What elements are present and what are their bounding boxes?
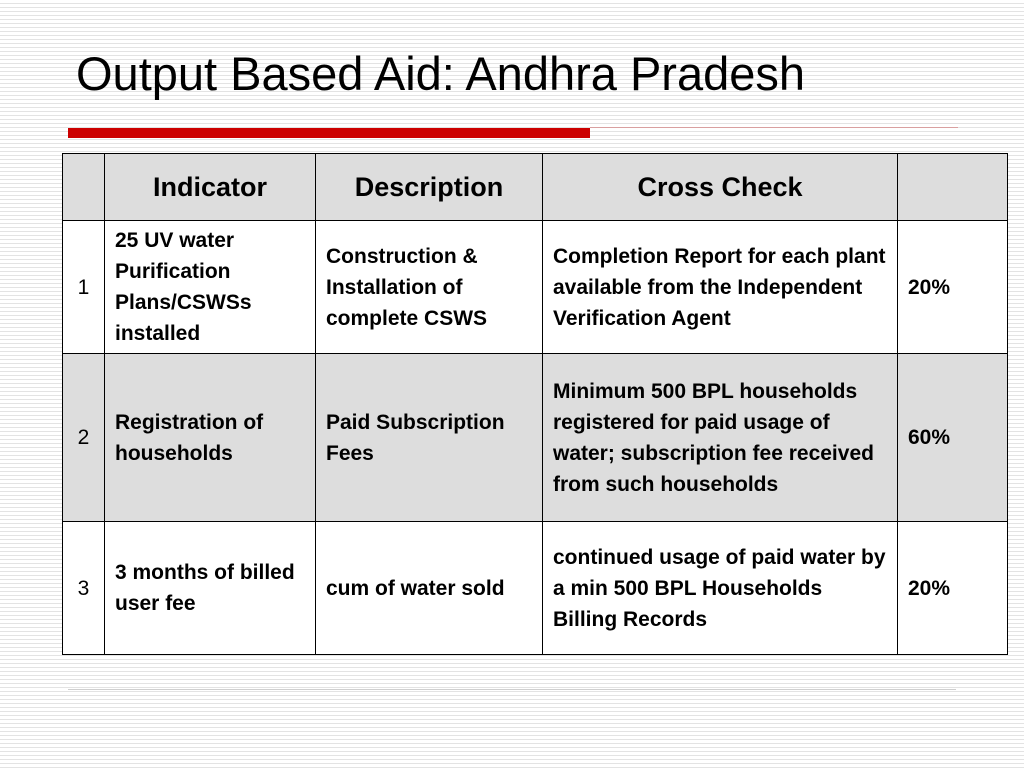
cross-check-cell — [543, 221, 898, 354]
row-number: 1 — [63, 221, 105, 354]
indicator-cell: 3 months of billed user fee — [105, 522, 316, 655]
output-based-aid-table — [62, 153, 1008, 655]
row-number: 3 — [63, 522, 105, 655]
description-cell: cum of water sold — [316, 522, 543, 655]
table-row — [63, 221, 1008, 354]
table-row — [63, 522, 1008, 655]
cross-check-text: Completion Report for each plant available from the Independent Verification Agent — [553, 244, 886, 330]
header-cell-share — [898, 154, 1008, 221]
row-number: 2 — [63, 354, 105, 522]
header-cell-cross-check: Cross Check — [543, 154, 898, 221]
table-row — [63, 354, 1008, 522]
slide-title: Output Based Aid: Andhra Pradesh — [76, 47, 806, 100]
share-cell: 60% — [898, 354, 1008, 522]
table-header-row — [63, 154, 1008, 221]
footer-divider — [68, 689, 956, 690]
share-cell: 20% — [898, 221, 1008, 354]
cross-check-cell — [543, 522, 898, 655]
description-cell: Construction & Installation of complete CSWS — [316, 221, 543, 354]
description-cell: Paid Subscription Fees — [316, 354, 543, 522]
cross-check-cell — [543, 354, 898, 522]
title-accent-line — [590, 127, 958, 128]
header-cell-description: Description — [316, 154, 543, 221]
indicator-cell: 25 UV water Purification Plans/CSWSs installed — [105, 221, 316, 354]
header-cell-indicator: Indicator — [105, 154, 316, 221]
title-accent-bar — [68, 128, 590, 138]
indicator-cell: Registration of households — [105, 354, 316, 522]
cross-check-text: continued usage of paid water by a min 500 BPL Households — [553, 545, 886, 600]
header-cell-number — [63, 154, 105, 221]
share-cell: 20% — [898, 522, 1008, 655]
cross-check-text: Billing Records — [553, 607, 708, 631]
cross-check-text: Minimum 500 BPL households registered for paid usage of water; subscription fee received from such households — [553, 379, 874, 496]
